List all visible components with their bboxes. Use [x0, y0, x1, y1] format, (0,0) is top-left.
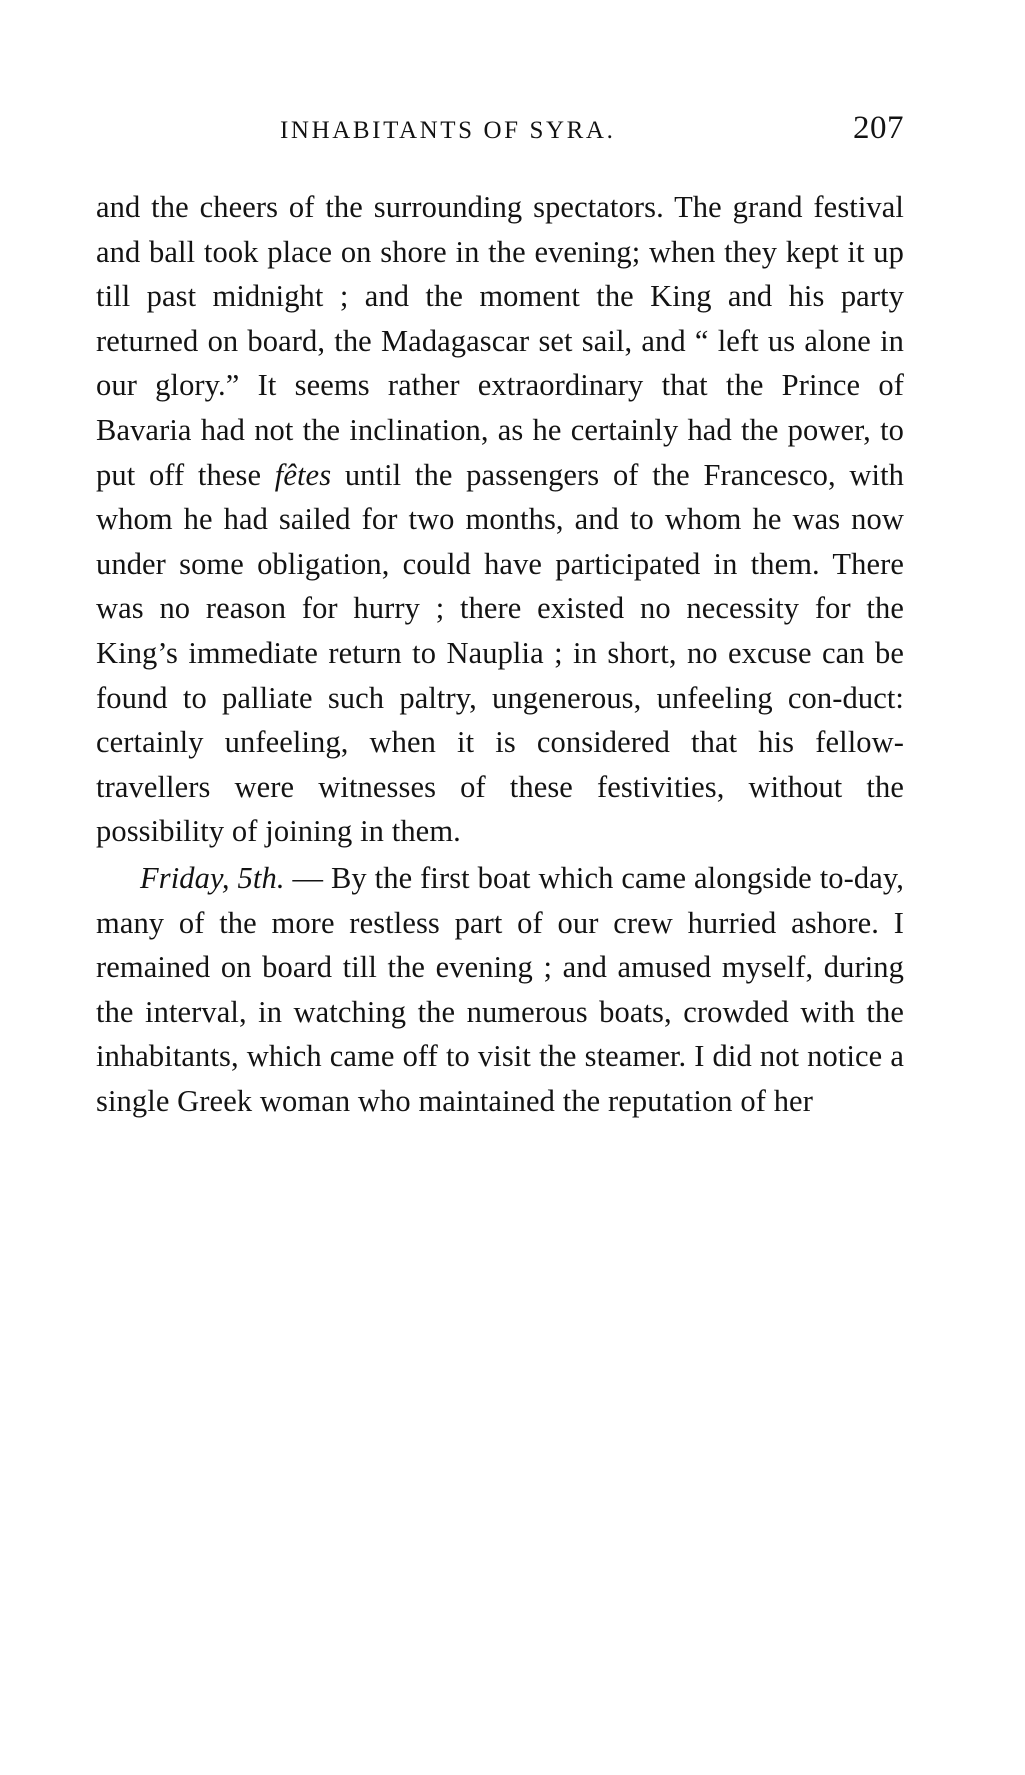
italic-phrase: fêtes	[274, 457, 332, 492]
page-content	[96, 110, 904, 1123]
body-text	[96, 185, 904, 1123]
italic-phrase: Friday, 5th.	[140, 860, 285, 895]
running-head	[96, 110, 904, 147]
page-number: 207	[853, 110, 904, 146]
paragraph-2: Friday, 5th. — By the first boat which came alongside to-day, many of the more restless part of our crew hurried ashore. I remained on board till the evening ; and amused myself, during the interval, in watching the numerous boats, crowded with the inhabitants, which came off to visit the steamer. I did not notice a single Greek woman who maintained the reputation of her	[96, 860, 904, 1118]
running-head-title: INHABITANTS OF SYRA.	[280, 117, 616, 144]
paragraph-1: and the cheers of the surrounding spectators. The grand festival and ball took place on shore in the evening; when they kept it up till past midnight ; and the moment the King and his party returned on board, the Madagascar set sail, and “ left us alone in our glory.” It seems rather extraordinary that the Prince of Bavaria had not the inclination, as he certainly had the power, to put off these fêtes until the passengers of the Francesco, with whom he had sailed for two months, and to whom he was now under some obligation, could have participated in them. There was no reason for hurry ; there existed no necessity for the King’s immediate return to Nauplia ; in short, no excuse can be found to palliate such paltry, ungenerous, unfeeling con-duct: certainly unfeeling, when it is considered that his fellow-travellers were witnesses of these festivities, without the possibility of joining in them.	[96, 190, 904, 849]
